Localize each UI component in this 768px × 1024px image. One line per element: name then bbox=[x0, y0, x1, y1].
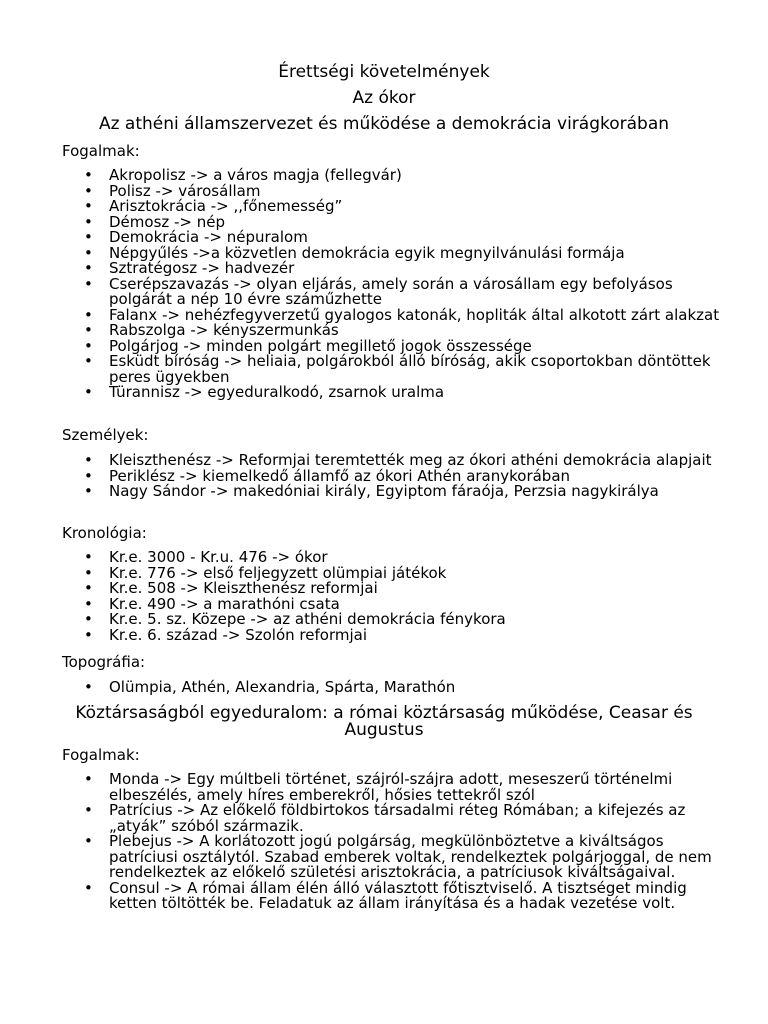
list-item-text: Periklész -> kiemelkedő államfő az ókori Athén aranykorában bbox=[109, 466, 571, 485]
section1-kronologia-list-wrap bbox=[62, 550, 729, 643]
section1-heading: Az athéni államszervezet és működése a demokrácia virágkorában bbox=[98, 114, 670, 134]
list-item-text: Olümpia, Athén, Alexandria, Spárta, Marathón bbox=[109, 678, 456, 696]
bullet-icon: • bbox=[84, 274, 93, 293]
section2-fogalmak bbox=[62, 746, 140, 764]
bullet-icon: • bbox=[84, 594, 93, 613]
kronologia-list bbox=[62, 550, 729, 643]
bullet-icon: • bbox=[84, 466, 93, 485]
list-item-text: Népgyűlés ->a közvetlen demokrácia egyik megnyilvánulási formája bbox=[109, 243, 625, 262]
list-item bbox=[62, 680, 729, 696]
list-item bbox=[62, 484, 729, 500]
section1-fogalmak-list-wrap bbox=[62, 168, 729, 401]
bullet-icon: • bbox=[84, 166, 93, 184]
list-item-text: Kr.e. 776 -> első feljegyzett olümpiai játékok bbox=[109, 563, 447, 582]
document-title: Érettségi követelmények bbox=[278, 62, 490, 82]
list-item-text: Nagy Sándor -> makedóniai király, Egyiptom fáraója, Perzsia nagykirálya bbox=[109, 482, 659, 500]
section1-fogalmak bbox=[62, 142, 140, 160]
list-item-text: Kleiszthenész -> Reformjai teremtették meg az ókori athéni demokrácia alapjait bbox=[109, 451, 712, 469]
kronologia-label: Kronológia: bbox=[62, 524, 147, 542]
bullet-icon: • bbox=[84, 259, 93, 277]
list-item-text: Demokrácia -> népuralom bbox=[109, 228, 308, 246]
list-item-text: Démosz -> nép bbox=[109, 212, 226, 231]
section1-topografia bbox=[62, 653, 145, 671]
bullet-icon: • bbox=[84, 228, 93, 246]
list-item-text: Consul -> A római állam élén álló választott főtisztviselő. A tisztséget mindig ketten töltötték be. Feladatuk az állam irányítása és a hadak vezetése volt. bbox=[109, 878, 687, 912]
document-subtitle: Az ókor bbox=[352, 88, 416, 108]
bullet-icon: • bbox=[84, 832, 93, 850]
list-item bbox=[62, 772, 729, 803]
bullet-icon: • bbox=[84, 336, 93, 355]
bullet-icon: • bbox=[84, 197, 93, 215]
list-item bbox=[62, 803, 729, 834]
bullet-icon: • bbox=[84, 563, 93, 582]
list-item bbox=[62, 385, 729, 401]
section2-fogalmak-list bbox=[62, 772, 729, 912]
bullet-icon: • bbox=[84, 770, 93, 788]
bullet-icon: • bbox=[84, 243, 93, 262]
bullet-icon: • bbox=[84, 579, 93, 597]
bullet-icon: • bbox=[84, 610, 93, 628]
list-item-text: Kr.e. 5. sz. Közepe -> az athéni demokrácia fénykora bbox=[109, 610, 506, 628]
list-item-text: Sztratégosz -> hadvezér bbox=[109, 259, 295, 277]
section2-fogalmak-label: Fogalmak: bbox=[62, 746, 140, 764]
bullet-icon: • bbox=[84, 352, 93, 370]
list-item-text: Cserépszavazás -> olyan eljárás, amely során a városállam egy befolyásos polgárát a nép 10 évre száműzhette bbox=[109, 274, 673, 308]
bullet-icon: • bbox=[84, 212, 93, 231]
section2-heading: Köztársaságból egyeduralom: a római köztársaság működése, Ceasar és Augustus bbox=[75, 703, 693, 740]
list-item-text: Akropolisz -> a város magja (fellegvár) bbox=[109, 166, 402, 184]
list-item bbox=[62, 354, 729, 385]
bullet-icon: • bbox=[84, 181, 93, 200]
list-item bbox=[62, 834, 729, 881]
bullet-icon: • bbox=[84, 878, 93, 897]
bullet-icon: • bbox=[84, 548, 93, 566]
bullet-icon: • bbox=[84, 305, 93, 324]
bullet-icon: • bbox=[84, 801, 93, 819]
list-item-text: Monda -> Egy múltbeli történet, szájról-szájra adott, meseszerű történelmi elbeszélés, amely híres emberekről, hősies tettekről szól bbox=[109, 770, 673, 804]
list-item bbox=[62, 274, 729, 308]
bullet-icon: • bbox=[84, 321, 93, 339]
section1-szemelyek bbox=[62, 426, 148, 444]
bullet-icon: • bbox=[84, 451, 93, 469]
bullet-icon: • bbox=[84, 678, 93, 696]
list-item-text: Kr.e. 508 -> Kleiszthenész reformjai bbox=[109, 579, 378, 597]
list-item-text: Kr.e. 3000 - Kr.u. 476 -> ókor bbox=[109, 548, 328, 566]
list-item-text: Falanx -> nehézfegyverzetű gyalogos katonák, hopliták által alkotott zárt alakzat bbox=[109, 305, 720, 324]
section1-szemelyek-list-wrap bbox=[62, 453, 729, 500]
section1-kronologia bbox=[62, 524, 147, 542]
list-item-text: Plebejus -> A korlátozott jogú polgárság, megkülönböztetve a kiváltságos patríciusi osztálytól. Szabad emberek voltak, rendelkeztek polgárjoggal, de nem rendelkeztek az előkelő születési arisztokrácia, a patríciusok kiváltságaival. bbox=[109, 832, 712, 881]
list-item-text: Rabszolga -> kényszermunkás bbox=[109, 321, 339, 339]
bullet-icon: • bbox=[84, 625, 93, 644]
szemelyek-list bbox=[62, 453, 729, 500]
bullet-icon: • bbox=[84, 383, 93, 401]
list-item-text: Kr.e. 6. század -> Szolón reformjai bbox=[109, 625, 367, 644]
list-item-text: Patrícius -> Az előkelő földbirtokos társadalmi réteg Rómában; a kifejezés az „atyák” szóból származik. bbox=[109, 801, 686, 835]
topografia-label: Topográfia: bbox=[62, 653, 146, 671]
fogalmak-list bbox=[62, 168, 729, 401]
list-item-text: Polgárjog -> minden polgárt megillető jogok összessége bbox=[109, 336, 532, 355]
list-item bbox=[62, 878, 729, 912]
list-item-text: Polisz -> városállam bbox=[109, 181, 261, 200]
fogalmak-label: Fogalmak: bbox=[62, 142, 140, 160]
list-item-text: Kr.e. 490 -> a marathóni csata bbox=[109, 594, 340, 613]
list-item-text: Esküdt bíróság -> heliaia, polgárokból álló bíróság, akik csoportokban döntöttek peres ügyekben bbox=[109, 352, 711, 386]
bullet-icon: • bbox=[84, 482, 93, 500]
list-item-text: Türannisz -> egyeduralkodó, zsarnok uralma bbox=[109, 383, 445, 401]
topografia-list bbox=[62, 680, 729, 696]
section1-topografia-list-wrap bbox=[62, 680, 729, 696]
list-item bbox=[62, 625, 729, 644]
szemelyek-label: Személyek: bbox=[62, 426, 149, 444]
list-item-text: Arisztokrácia -> ,,főnemesség” bbox=[109, 197, 343, 215]
section2-fogalmak-list-wrap bbox=[62, 772, 729, 912]
